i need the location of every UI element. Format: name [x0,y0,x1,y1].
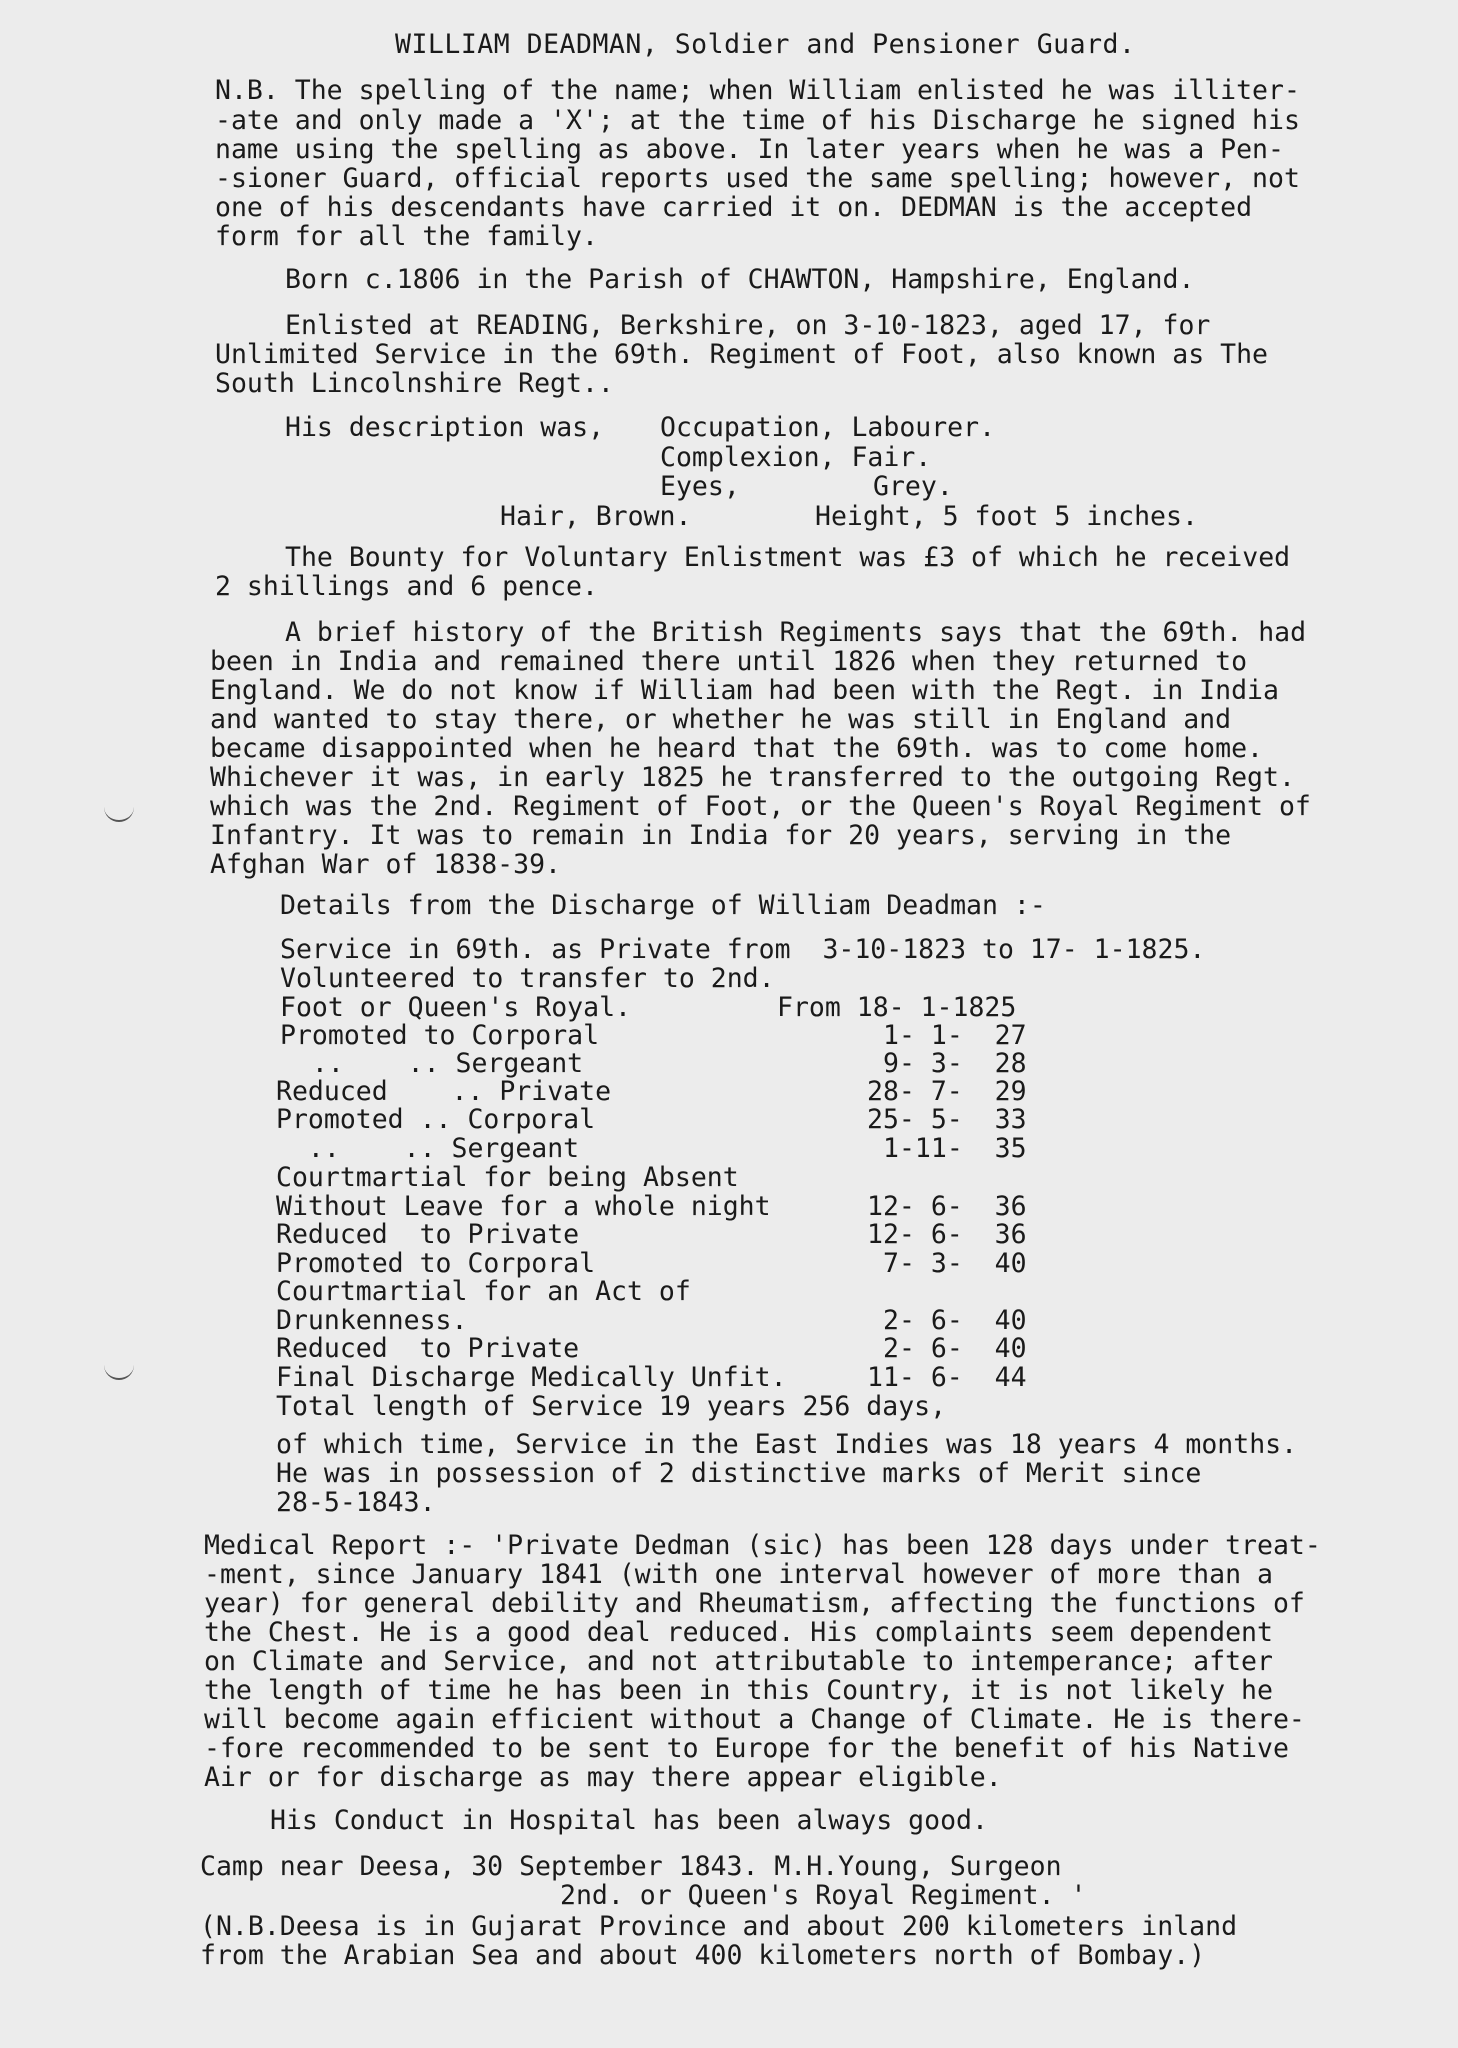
service-event: Promoted .. Corporal [276,1104,596,1135]
history-line: Infantry. It was to remain in India for 20 years, serving in the [210,820,1232,851]
conduct-line: His Conduct in Hospital has been always good. [270,1805,988,1836]
punch-hole-mark [104,806,134,822]
nb-line: one of his descendants have carried it on. DEDMAN is the accepted [215,192,1253,223]
nb-line: name using the spelling as above. In later years when he was a Pen- [215,134,1284,165]
total-service-line: He was in possession of 2 distinctive marks of Merit since [276,1458,1202,1489]
service-date: 11- 6- 44 [867,1362,1027,1393]
history-line: and wanted to stay there, or whether he was still in England and [210,704,1232,735]
service-date: 9- 3- 28 [883,1048,1027,1079]
nb-line: -sioner Guard, official reports used the same spelling; however, not [215,163,1300,194]
punch-hole-mark [104,1364,134,1380]
service-event: Reduced .. Private [276,1076,612,1107]
service-date: 2- 6- 40 [883,1333,1027,1364]
service-event: Drunkenness. [276,1305,468,1336]
service-event: Promoted to Corporal [280,1020,600,1051]
history-line: A brief history of the British Regiments says that the 69th. had [285,617,1307,648]
history-line: Afghan War of 1838-39. [210,849,561,880]
service-event: .. .. Sergeant [276,1133,580,1164]
medical-report-line: -fore recommended to be sent to Europe for the benefit of his Native [204,1733,1289,1764]
medical-report-line: the Chest. He is a good deal reduced. His complaints seem dependent [204,1617,1273,1648]
medical-report-line: -ment, since January 1841 (with one interval however of more than a [204,1559,1273,1590]
service-event: Courtmartial for an Act of [276,1276,691,1307]
service-date: 2- 6- 40 [883,1305,1027,1336]
service-event: Promoted to Corporal [276,1248,596,1279]
description-height: Height, 5 foot 5 inches. [815,501,1198,532]
service-event: Final Discharge Medically Unfit. [276,1362,787,1393]
service-event: Foot or Queen's Royal. [280,992,631,1023]
history-line: became disappointed when he heard that the 69th. was to come home. [210,733,1263,764]
service-69th-line: Service in 69th. as Private from 3-10-1823 to 17- 1-1825. [280,934,1206,965]
signature-line: Camp near Deesa, 30 September 1843. M.H.Young, Surgeon [200,1851,1062,1882]
service-date: 28- 7- 29 [867,1076,1027,1107]
description-hair: Hair, Brown. [500,501,692,532]
history-line: been in India and remained there until 1826 when they returned to [210,646,1248,677]
nb-line: N.B. The spelling of the name; when William enlisted he was illiter- [215,75,1300,106]
service-date: 12- 6- 36 [867,1191,1027,1222]
details-heading: Details from the Discharge of William Deadman :- [280,890,1046,921]
signature-line: 2nd. or Queen's Royal Regiment. ' [560,1880,1087,1911]
history-line: England. We do not know if William had been with the Regt. in India [210,675,1279,706]
service-event: .. .. Sergeant [280,1048,584,1079]
total-service-line: 28-5-1843. [276,1487,436,1518]
medical-report-line: will become again efficient without a Change of Climate. He is there- [204,1704,1305,1735]
nb-line: -ate and only made a 'X'; at the time of his Discharge he signed his [215,105,1300,136]
description-occupation: Occupation, Labourer. [660,412,996,443]
medical-report-line: on Climate and Service, and not attributable to intemperance; after [204,1646,1273,1677]
service-event: Reduced to Private [276,1333,580,1364]
medical-report-line: year) for general debility and Rheumatism, affecting the functions of [204,1588,1305,1619]
bounty-line: The Bounty for Voluntary Enlistment was £3 of which he received [285,542,1291,573]
total-service-line: of which time, Service in the East Indies was 18 years 4 months. [276,1429,1298,1460]
footnote-line: from the Arabian Sea and about 400 kilometers north of Bombay.) [200,1940,1206,1971]
birth-line: Born c.1806 in the Parish of CHAWTON, Hampshire, England. [285,264,1195,295]
medical-report-line: Air or for discharge as may there appear eligible. [204,1762,1002,1793]
description-intro: His description was, [285,412,605,443]
total-service-line: Total length of Service 19 years 256 days, [276,1391,947,1422]
service-date: 7- 3- 40 [883,1248,1027,1279]
history-line: Whichever it was, in early 1825 he transferred to the outgoing Regt. [210,762,1295,793]
service-event: Reduced to Private [276,1219,580,1250]
history-line: which was the 2nd. Regiment of Foot, or the Queen's Royal Regiment of [210,791,1311,822]
nb-line: form for all the family. [215,221,598,252]
service-event: Courtmartial for being Absent [276,1162,739,1193]
bounty-line: 2 shillings and 6 pence. [215,571,598,602]
medical-report-line: the length of time he has been in this Country, it is not likely he [204,1675,1273,1706]
enlistment-line: South Lincolnshire Regt.. [215,368,614,399]
footnote-line: (N.B.Deesa is in Gujarat Province and about 200 kilometers inland [200,1911,1238,1942]
description-eyes-value: Grey. [873,471,953,502]
service-date: 12- 6- 36 [867,1219,1027,1250]
enlistment-line: Unlimited Service in the 69th. Regiment of Foot, also known as The [215,339,1268,370]
service-date: 1- 1- 27 [883,1020,1027,1051]
enlistment-line: Enlisted at READING, Berkshire, on 3-10-1823, aged 17, for [285,310,1211,341]
document-title: WILLIAM DEADMAN, Soldier and Pensioner Guard. [395,29,1136,60]
description-eyes-label: Eyes, [660,471,740,502]
medical-report-line: Medical Report :- 'Private Dedman (sic) has been 128 days under treat- [204,1530,1321,1561]
service-event: Volunteered to transfer to 2nd. [280,963,775,994]
service-date: 1-11- 35 [883,1133,1027,1164]
description-complexion: Complexion, Fair. [660,442,932,473]
service-event: Without Leave for a whole night [276,1191,771,1222]
service-date: From 18- 1-1825 [777,992,1017,1023]
service-date: 25- 5- 33 [867,1104,1027,1135]
